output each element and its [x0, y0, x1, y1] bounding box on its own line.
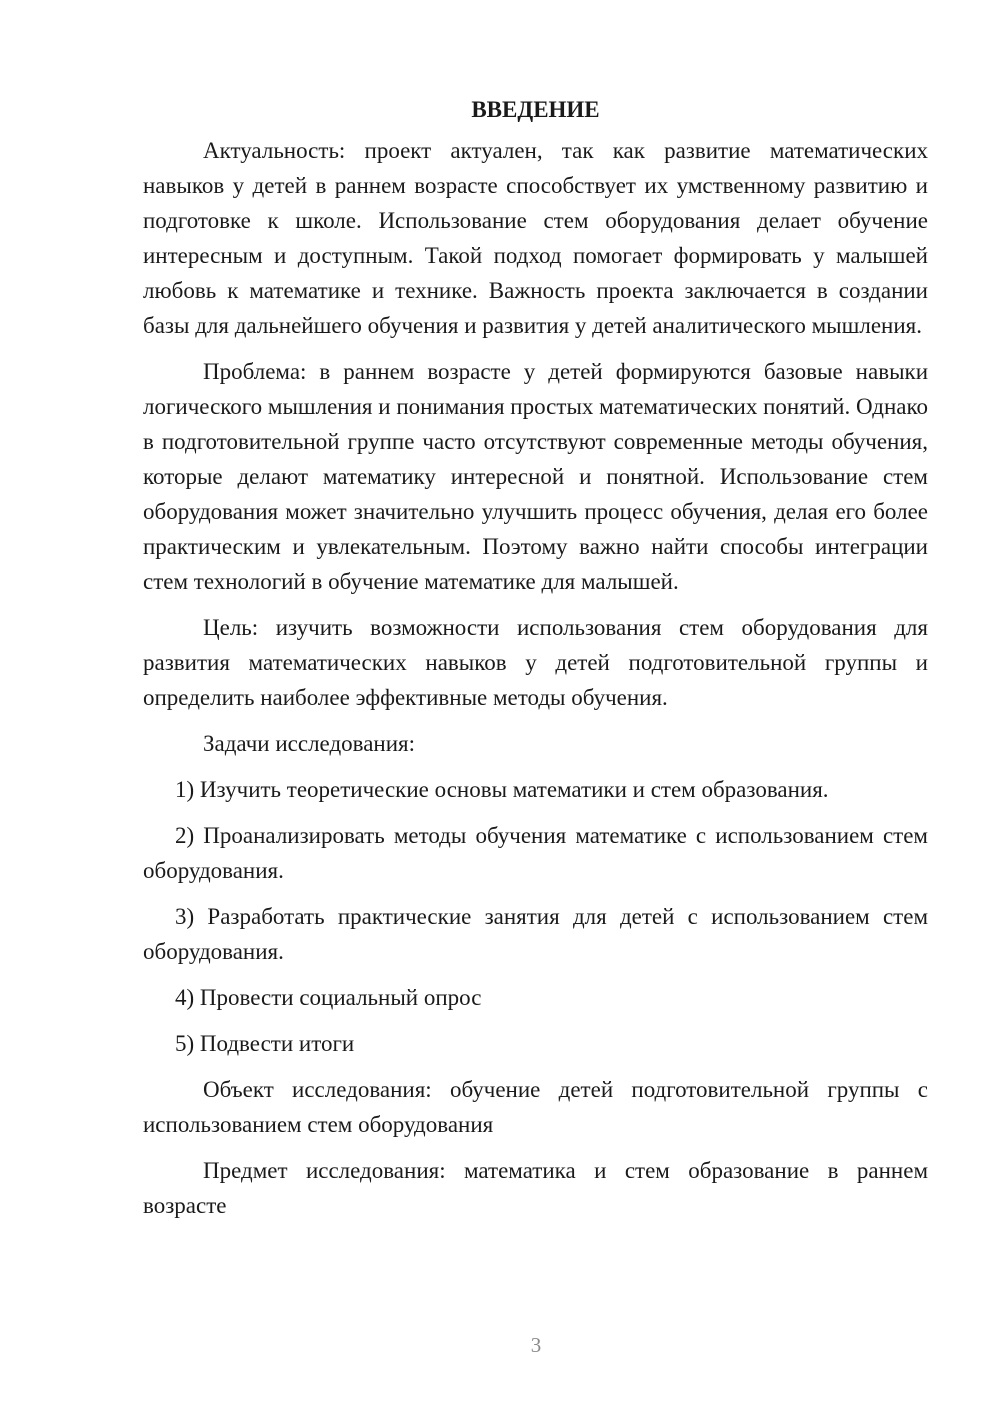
paragraph-subject: Предмет исследования: математика и стем образование в раннем возрасте [143, 1158, 928, 1218]
page-title: ВВЕДЕНИЕ [471, 97, 600, 122]
paragraph-problem: Проблема: в раннем возрасте у детей формируются базовые навыки логического мышления и понимания простых математических понятий. Однако в подготовительной группе часто отсутствуют современные методы обучения, которые делают математику интересной и понятной. Использование стем оборудования может значительно улучшить процесс обучения, делая его более практическим и увлекательным. Поэтому важно найти способы интеграции стем технологий в обучение математике для малышей. [143, 359, 928, 594]
paragraph-object: Объект исследования: обучение детей подготовительной группы с использованием стем оборудования [143, 1077, 928, 1137]
task-item-3: 3) Разработать практические занятия для детей с использованием стем оборудования. [143, 904, 928, 964]
page-number: 3 [530, 1333, 542, 1357]
task-item-1: 1) Изучить теоретические основы математики и стем образования. [175, 777, 829, 802]
task-item-5: 5) Подвести итоги [175, 1031, 355, 1056]
paragraph-relevance: Актуальность: проект актуален, так как развитие математических навыков у детей в раннем возрасте способствует их умственному развитию и подготовке к школе. Использование стем оборудования делает обучение интересным и доступным. Такой подход помогает формировать у малышей любовь к математике и технике. Важность проекта заключается в создании базы для дальнейшего обучения и развития у детей аналитического мышления. [143, 138, 928, 338]
task-item-4: 4) Провести социальный опрос [175, 985, 482, 1010]
document-body [143, 92, 928, 1234]
task-item-2: 2) Проанализировать методы обучения математике с использованием стем оборудования. [143, 823, 928, 883]
tasks-heading: Задачи исследования: [203, 731, 416, 756]
paragraph-goal: Цель: изучить возможности использования стем оборудования для развития математических навыков у детей подготовительной группы и определить наиболее эффективные методы обучения. [143, 615, 928, 710]
